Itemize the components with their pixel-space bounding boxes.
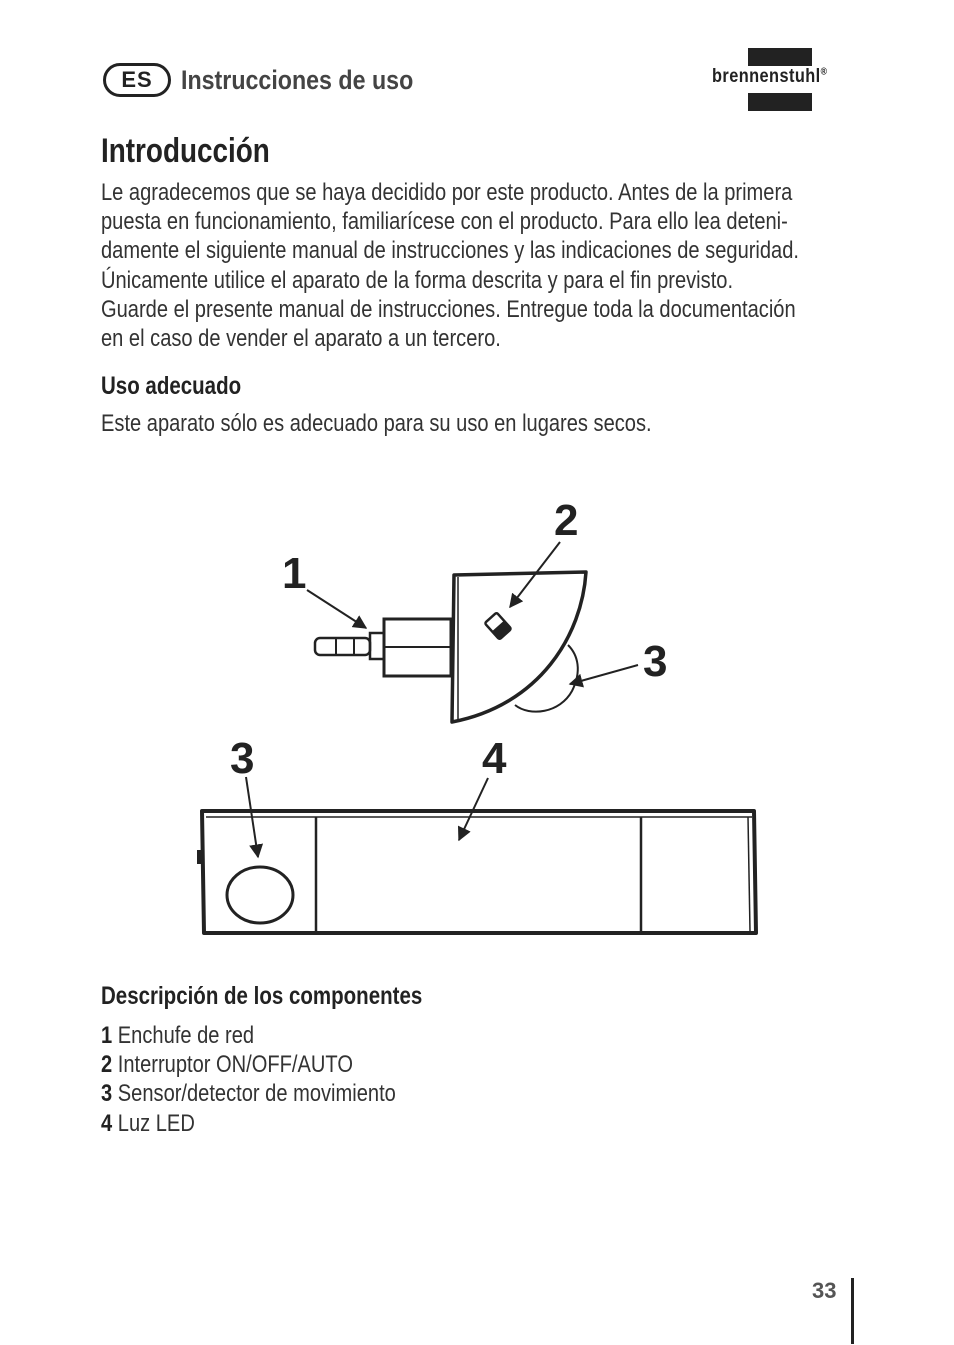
callout-label-3-front: 3 [230, 734, 255, 783]
logo-bar-bottom [748, 93, 812, 111]
callout-arrow-1 [307, 590, 366, 628]
intro-line: puesta en funcionamiento, familiarícese con el producto. Para ello lea deteni- [101, 208, 788, 236]
item-number: 4 [101, 1109, 113, 1137]
product-diagram [190, 495, 770, 940]
item-label: Enchufe de red [117, 1022, 255, 1049]
intended-use-text: Este aparato sólo es adecuado para su uso en lugares secos. [101, 410, 652, 437]
language-badge: ES [103, 63, 171, 97]
header-title: Instrucciones de uso [181, 64, 414, 95]
intro-heading: Introducción [101, 132, 270, 170]
item-number: 3 [101, 1080, 113, 1108]
components-heading: Descripción de los componentes [101, 982, 423, 1010]
callout-label-1: 1 [282, 549, 307, 598]
callout-label-2: 2 [554, 496, 579, 545]
intro-line: damente el siguiente manual de instrucciones y las indicaciones de seguridad. [101, 237, 799, 265]
item-number: 1 [101, 1022, 113, 1049]
intro-line: Únicamente utilice el aparato de la forma descrita y para el fin previsto. [101, 266, 734, 294]
page-header [103, 58, 451, 102]
device-front-view [197, 811, 756, 933]
intro-paragraph [101, 178, 799, 353]
list-item [101, 1050, 396, 1079]
intro-line: en el caso de vender el aparato a un tercero. [101, 325, 501, 353]
logo-text: brennenstuhl [712, 66, 821, 87]
logo-bar-top [748, 48, 812, 66]
list-item [101, 1021, 396, 1050]
callout-label-4: 4 [482, 734, 507, 783]
brennenstuhl-logo [712, 48, 857, 112]
plug-pin [315, 638, 370, 655]
intro-line: Guarde el presente manual de instrucciones. Entregue toda la documentación [101, 295, 796, 323]
sensor-bulge [515, 645, 578, 712]
plug-base [370, 633, 384, 659]
item-label: Interruptor ON/OFF/AUTO [117, 1051, 353, 1079]
list-item [101, 1079, 396, 1108]
page-rule [851, 1278, 854, 1344]
callout-arrow-3-top [570, 665, 638, 684]
device-side-view [315, 572, 586, 722]
switch-icon [485, 612, 512, 639]
list-item [101, 1109, 396, 1138]
intro-line: Le agradecemos que se haya decidido por este producto. Antes de la primera [101, 179, 793, 206]
sensor-lens [227, 867, 293, 923]
logo-registered-mark: ® [820, 66, 828, 78]
item-label: Sensor/detector de movimiento [117, 1080, 396, 1108]
item-label: Luz LED [117, 1109, 195, 1137]
intended-use-heading: Uso adecuado [101, 372, 242, 400]
callout-label-3-top: 3 [643, 637, 668, 686]
page-number: 33 [812, 1278, 837, 1303]
components-list [101, 1021, 396, 1138]
item-number: 2 [101, 1051, 113, 1079]
